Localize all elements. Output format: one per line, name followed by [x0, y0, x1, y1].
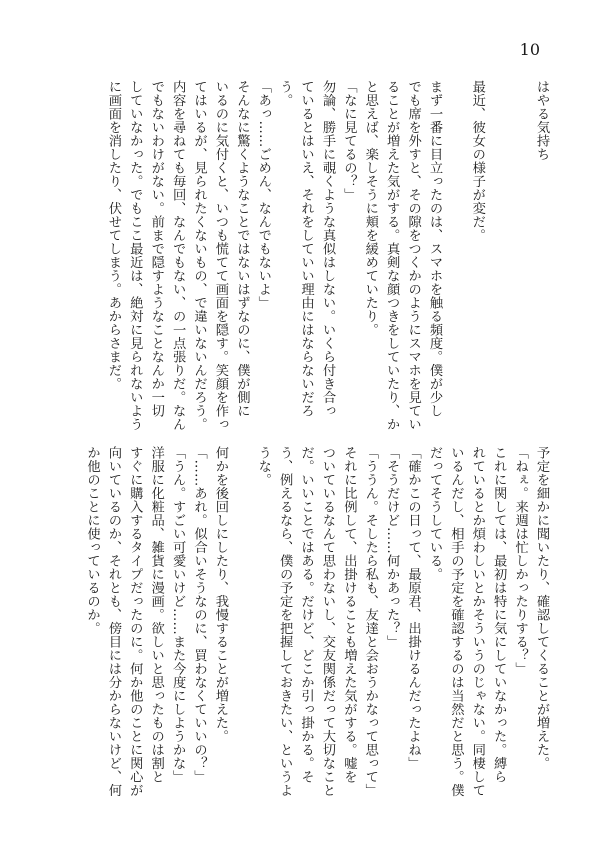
text-line: てはいるが、見られたくないもの、で違いないんだろう。	[191, 80, 207, 431]
text-line: ることが増えた気がする。真剣な顔つきをしていたり、か	[384, 80, 400, 431]
text-line: 「ううん。そしたら私も、友達と会おうかなって思って」	[362, 446, 378, 797]
text-line: いるのに気付くと、いつも慌てて画面を隠す。笑顔を作っ	[212, 80, 228, 431]
text-line: いるんだし、相手の予定を確認するのは当然だと思う。僕	[448, 446, 464, 797]
chapter-title: はやる気持ち	[534, 80, 549, 161]
text-line: だってそうしている。	[426, 446, 442, 581]
text-column-bottom	[84, 446, 552, 797]
text-line: それに比例して、出掛けることも増えた気がする。嘘を	[341, 446, 357, 784]
text-line: 最近、彼女の様子が変だ。	[469, 80, 485, 242]
text-line: 「うん。すごい可愛いけど……また今度にしようかな」	[170, 446, 186, 784]
text-line: 何かを後回しにしたり、我慢することが増えた。	[212, 446, 228, 743]
text-line: 「なに見てるの？」	[341, 80, 357, 202]
text-line: すぐに購入するタイプだったのに。何か他のことに関心が	[127, 446, 143, 797]
text-line: に画面を消したり、伏せてしまう。あからさまだ。	[105, 80, 121, 391]
text-line: ているとはいえ、それをしていい理由にはならないだろ	[298, 80, 314, 418]
text-line: う。	[277, 80, 293, 107]
text-line: と思えば、楽しそうに頬を緩めていたり。	[362, 80, 378, 337]
text-line: か他のことに使っているのか。	[84, 446, 100, 635]
text-line: うな。	[255, 446, 271, 487]
text-line	[488, 80, 509, 398]
text-line: う、例えるなら、僕の予定を把握しておきたい、というよ	[277, 446, 293, 797]
text-column-top	[96, 80, 552, 431]
text-line: 「確かこの日って、最原君、出掛けるんだったよね」	[405, 446, 421, 770]
text-line: でも席を外すと、その隙をつくかのようにスマホを見てい	[405, 80, 421, 431]
text-line: していなかった。でもここ最近は、絶対に見られないよう	[127, 80, 143, 431]
text-line: 予定を細かに聞いたり、確認してくることが増えた。	[534, 446, 549, 770]
text-line	[445, 80, 466, 398]
text-line: 勿論、勝手に覗くような真似はしない。いくら付き合っ	[319, 80, 335, 418]
page-number: 10	[519, 40, 540, 59]
text-line: まず一番に目立ったのは、スマホを触る頻度。僕が少し	[427, 80, 443, 418]
text-line: 「あっ……ごめん、なんでもないよ」	[255, 80, 271, 310]
text-line: 「ねぇ。来週は忙しかったりする？」	[512, 446, 528, 676]
text-line	[509, 80, 530, 398]
text-line: 内容を尋ねても毎回、なんでもない、の一点張りだ。なん	[170, 80, 186, 431]
text-line: だ。いいことではある。だけど、どこか引っ掛かる。そ	[298, 446, 314, 784]
text-line: 「そうだけど……何かあった？」	[384, 446, 400, 649]
text-line: 洋服に化粧品、雑貨に漫画。欲しいと思ったものは割と	[148, 446, 164, 784]
text-line: ついているなんて思わないし、交友関係だって大切なこと	[319, 446, 335, 797]
text-line: でもないわけがない。前まで隠すようなことなんか一切	[148, 80, 164, 418]
text-line: そんなに驚くようなことではないはずなのに、僕が側に	[234, 80, 250, 418]
text-line: れているとか煩わしいとかそういうのじゃない。同棲して	[469, 446, 485, 797]
text-line	[231, 446, 252, 786]
text-line: 「……あれ。似合いそうなのに、買わなくていいの？」	[191, 446, 207, 784]
text-line: 向いているのか、それとも、傍目には分からないけど、何	[105, 446, 121, 797]
text-line: これに関しては、最初は特に気にしていなかった。縛ら	[491, 446, 507, 784]
